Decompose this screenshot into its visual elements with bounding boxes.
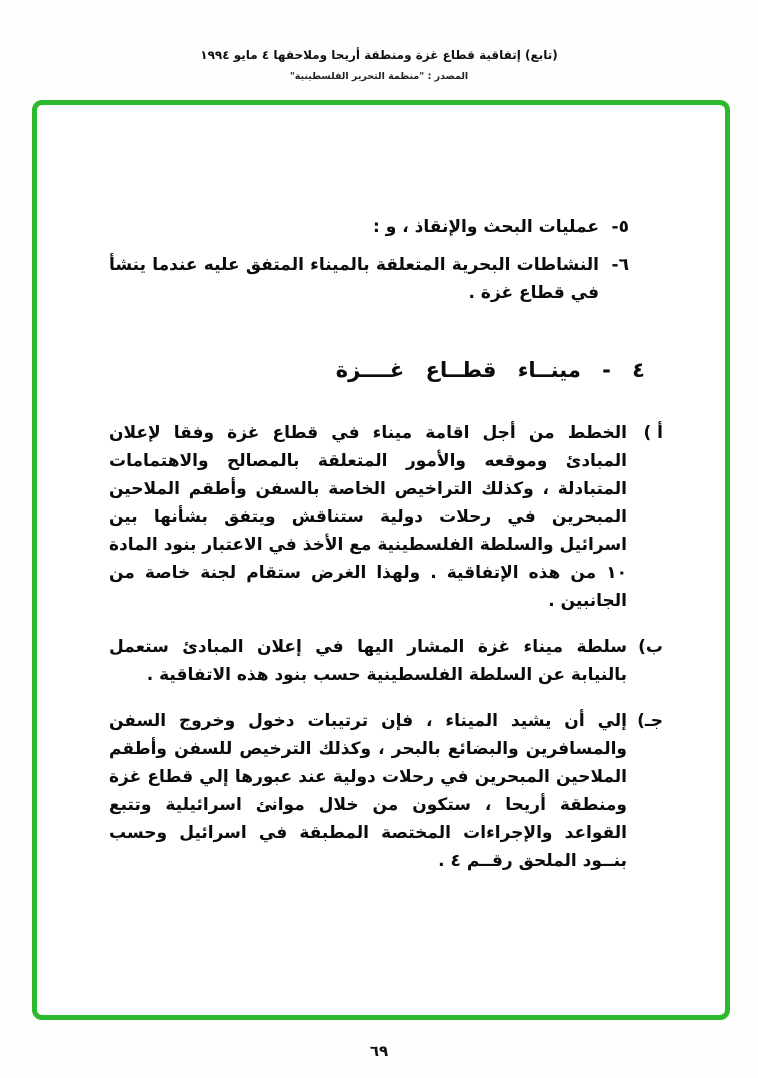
paragraph-c-text: إلي أن يشيد الميناء ، فإن ترتيبات دخول وخروج السفن والمسافرين والبضائع بالبحر ، وكذلك الترخيص للسفن وأطقم الملاحين المبحرين في رحلات دولية عند عبورها إلي قطاع غزة ومنطقة أريحا ، ستكون من خلال موانئ اسرائيلية وتتبع القواعد والإجراءات المختصة المطبقة في اسرائيل وحسب بنــود الملحق رقــم ٤ . — [109, 711, 627, 871]
page-number: ٦٩ — [369, 1042, 389, 1060]
paragraph-b-label: ب) — [638, 637, 663, 657]
header-title: (تابع) إتفاقية قطاع غزة ومنطقة أريحا وملاحقها ٤ مايو ١٩٩٤ — [200, 48, 558, 62]
list-item-5-text: عمليات البحث والإنقاذ ، و : — [373, 217, 599, 237]
paragraph-b-text: سلطة ميناء غزة المشار اليها في إعلان المبادئ ستعمل بالنيابة عن السلطة الفلسطينية حسب بنود هذه الاتفاقية . — [109, 637, 627, 685]
header-source: المصدر : "منظمة التحرير الفلسطينية" — [289, 71, 469, 82]
numbered-list — [109, 213, 629, 307]
list-item-6 — [109, 251, 629, 307]
paragraph-a-label: أ ) — [643, 423, 663, 443]
document-body — [109, 213, 663, 893]
content-frame — [32, 100, 730, 1020]
paragraph-c-label: جـ) — [637, 711, 663, 731]
paragraph-b — [109, 633, 663, 689]
page-header — [0, 48, 758, 82]
paragraph-c — [109, 707, 663, 875]
list-item-6-text: النشاطات البحرية المتعلقة بالميناء المتفق عليه عندما ينشأ في قطاع غزة . — [109, 255, 599, 303]
list-item-6-number: ٦- — [611, 255, 629, 275]
section-title: ٤ - مينــاء قطــاع غــــزة — [335, 358, 645, 382]
paragraph-a-text: الخطط من أجل اقامة ميناء في قطاع غزة وفقا لإعلان المبادئ وموقعه والأمور المتعلقة بالمصالح والاهتمامات المتبادلة ، وكذلك التراخيص الخاصة بالسفن وأطقم الملاحين المبحرين في رحلات دولية ستناقش ويتفق بشأنها بين اسرائيل والسلطة الفلسطينية مع الأخذ في الاعتبار بنود المادة ١٠ من هذه الإتفاقية . ولهذا الغرض ستقام لجنة خاصة من الجانبين . — [109, 423, 627, 611]
list-item-5 — [109, 213, 629, 241]
list-item-5-number: ٥- — [611, 217, 629, 237]
paragraph-a — [109, 419, 663, 615]
